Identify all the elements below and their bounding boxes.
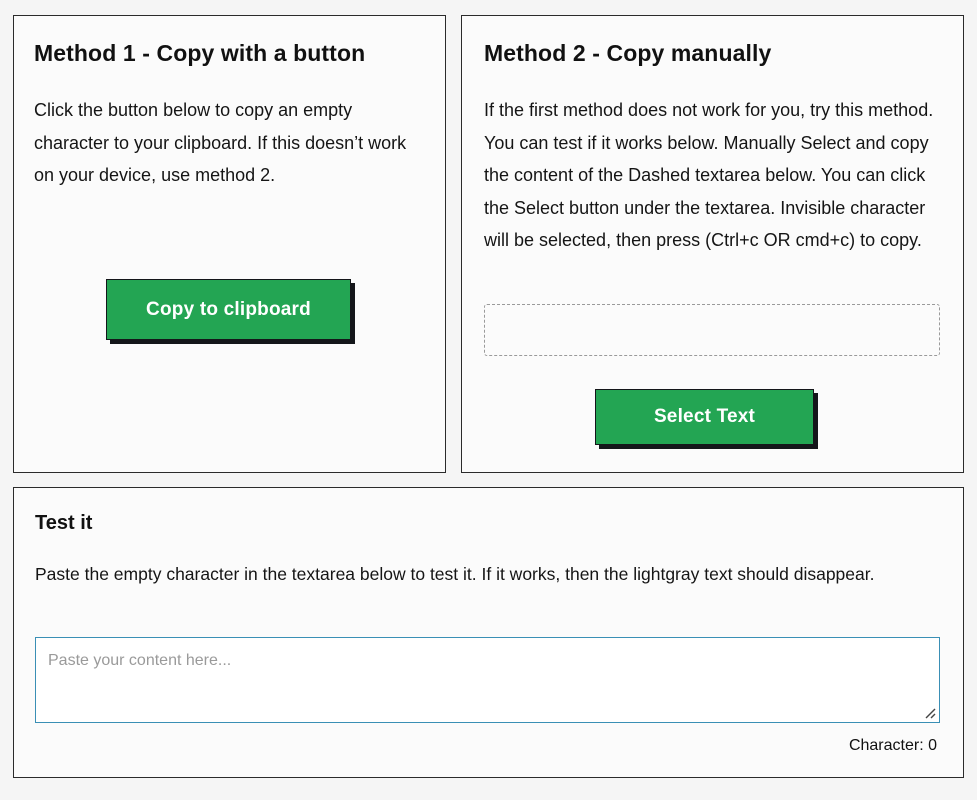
method2-title: Method 2 - Copy manually [484,40,772,66]
method1-description: Click the button below to copy an empty character to your clipboard. If this doesn’t work on your device, use method 2. [34,100,407,185]
test-description: Paste the empty character in the textarea below to test it. If it works, then the lightgray text should disappear. [35,564,875,584]
method2-card [461,15,964,473]
copy-to-clipboard-button[interactable]: Copy to clipboard [106,279,351,340]
paste-textarea[interactable] [35,637,940,723]
method2-description: If the first method does not work for you, try this method. You can test if it works below. Manually Select and copy the content of the Dashed textarea below. You can click the Select button under the textarea. Invisible character will be selected, then press (Ctrl+c OR cmd+c) to copy. [484,100,934,250]
method1-card [13,15,446,473]
method1-title: Method 1 - Copy with a button [34,40,366,66]
select-text-button[interactable]: Select Text [595,389,814,445]
character-count: Character: 0 [848,737,937,754]
test-card [13,487,964,778]
resize-grip-icon[interactable] [924,707,936,719]
test-title: Test it [35,512,93,534]
dashed-textarea[interactable] [484,304,940,356]
paste-placeholder: Paste your content here... [48,652,232,669]
